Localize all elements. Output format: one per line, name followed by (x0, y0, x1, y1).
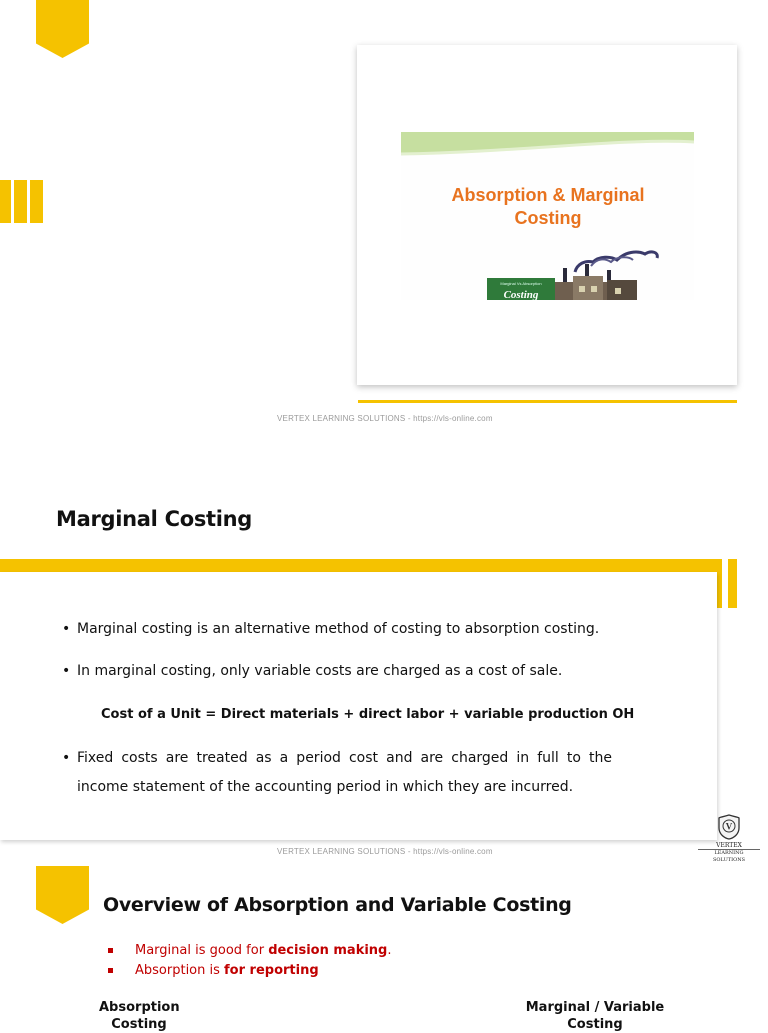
bullet-point-absorption (135, 963, 319, 978)
green-wave-banner (401, 132, 694, 162)
bullet-item (62, 744, 612, 802)
bullet-text: In marginal costing, only variable costs are charged as a cost of sale. (77, 663, 563, 679)
accent-band-tab (728, 559, 737, 608)
shield-crest-icon (717, 814, 741, 840)
accent-underline (358, 400, 737, 403)
slide-footer: VERTEX LEARNING SOLUTIONS - https://vls-online.com (277, 414, 493, 423)
point-text: Marginal is good for (135, 943, 269, 958)
decorative-bars (0, 180, 48, 223)
logo-tagline: LEARNING SOLUTIONS (698, 849, 760, 864)
bullet-dot: • (62, 621, 71, 637)
banner-text-small: Marginal Vs Absorption (500, 281, 542, 286)
title-line-1: Absorption & Marginal (451, 185, 645, 205)
bullet-item (62, 615, 600, 644)
column-header-absorption (99, 999, 179, 1033)
svg-text:V: V (725, 821, 733, 832)
bullet-text: Fixed costs are treated as a period cost and are charged in full to the income statement of the accounting period in which they are incurred. (77, 750, 612, 795)
slide-tab-marker (36, 0, 89, 58)
column-header-line: Absorption (99, 1000, 180, 1015)
accent-band (0, 559, 722, 572)
title-slide-thumbnail (357, 45, 737, 385)
column-header-marginal (525, 999, 665, 1033)
bullet-text: Marginal costing is an alternative method of costing to absorption costing. (77, 621, 600, 637)
column-header-line: Marginal / Variable (525, 1000, 665, 1015)
bullet-square-icon (108, 968, 113, 973)
column-header-line: Costing (111, 1017, 167, 1032)
point-suffix: . (387, 943, 392, 958)
factory-illustration (487, 242, 667, 300)
vertex-logo (698, 814, 760, 863)
point-emphasis: decision making (268, 943, 388, 958)
slide-title: Overview of Absorption and Variable Costing (103, 894, 572, 916)
bullet-dot: • (62, 750, 71, 766)
formula-text: Cost of a Unit = Direct materials + direct labor + variable production OH (101, 707, 635, 722)
slide-tab-marker (36, 866, 89, 924)
title-slide-image (401, 132, 694, 300)
bullet-point-marginal (135, 943, 392, 958)
slide-footer: VERTEX LEARNING SOLUTIONS - https://vls-online.com (277, 847, 493, 856)
slide-title: Marginal Costing (56, 507, 253, 531)
point-emphasis: for reporting (224, 963, 319, 978)
bullet-item (62, 657, 563, 686)
banner-text-large: Costing (503, 289, 539, 300)
logo-name: VERTEX (716, 842, 742, 849)
column-header-line: Costing (567, 1017, 623, 1032)
point-text: Absorption is (135, 963, 225, 978)
bullet-dot: • (62, 663, 71, 679)
title-line-2: Costing (514, 208, 582, 228)
bullet-square-icon (108, 948, 113, 953)
